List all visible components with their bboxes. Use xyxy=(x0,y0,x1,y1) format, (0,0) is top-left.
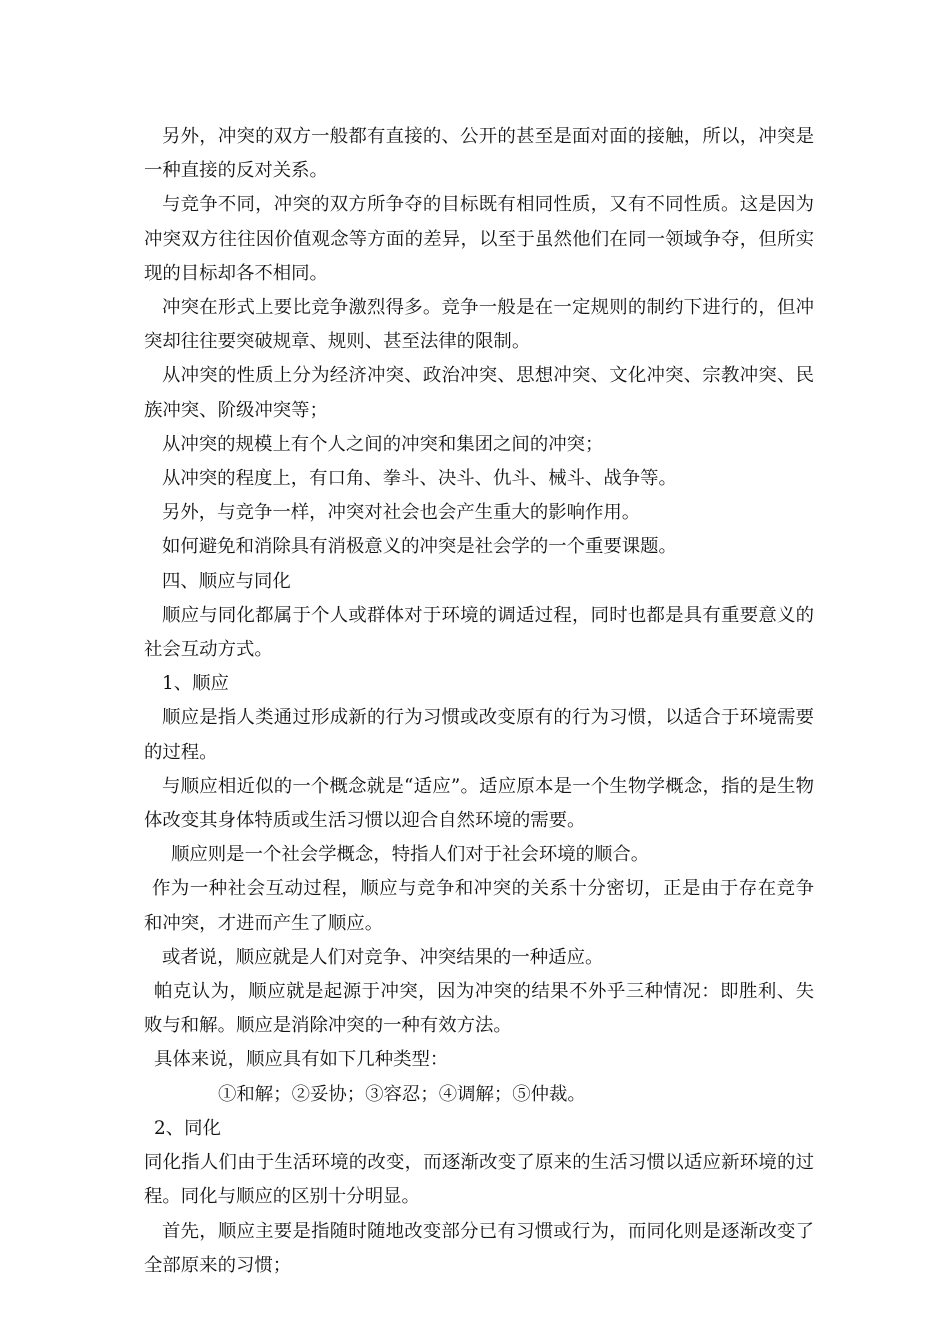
paragraph-adaptation-intro: 顺应与同化都属于个人或群体对于环境的调适过程，同时也都是具有重要意义的社会互动方式。 xyxy=(144,604,814,661)
paragraph-accommodation-definition: 顺应是指人类通过形成新的行为习惯或改变原有的行为习惯，以适合于环境需要的过程。 xyxy=(144,707,814,763)
paragraph-conflict-nature: 从冲突的性质上分为经济冲突、政治冲突、思想冲突、文化冲突、宗教冲突、民族冲突、阶级冲突等； xyxy=(144,365,814,421)
paragraph-assimilation-difference: 首先，顺应主要是指随时随地改变部分已有习惯或行为，而同化则是逐渐改变了全部原来的习惯； xyxy=(144,1220,814,1276)
paragraph-conflict-form: 冲突在形式上要比竞争激烈得多。竞争一般是在一定规则的制约下进行的，但冲突却往往要突破规章、规则、甚至法律的限制。 xyxy=(144,297,814,353)
paragraph-conflict-degree: 从冲突的程度上，有口角、拳斗、决斗、仇斗、械斗、战争等。 xyxy=(162,468,677,490)
document-body xyxy=(144,120,814,1283)
paragraph-adaptation-concept: 与顺应相近似的一个概念就是“适应”。适应原本是一个生物学概念，指的是生物体改变其身体特质或生活习惯以迎合自然环境的需要。 xyxy=(144,775,814,832)
paragraph-conflict-avoid: 如何避免和消除具有消极意义的冲突是社会学的一个重要课题。 xyxy=(162,536,677,558)
paragraph-conflict-goals: 与竞争不同，冲突的双方所争夺的目标既有相同性质，又有不同性质。这是因为冲突双方往往因价值观念等方面的差异，以至于虽然他们在同一领域争夺，但所实现的目标却各不相同。 xyxy=(144,194,814,284)
accommodation-types-list: ①和解；②妥协；③容忍；④调解；⑤仲裁。 xyxy=(218,1083,586,1105)
paragraph-accommodation-result: 或者说，顺应就是人们对竞争、冲突结果的一种适应。 xyxy=(162,946,604,968)
paragraph-conflict-impact: 另外，与竞争一样，冲突对社会也会产生重大的影响作用。 xyxy=(162,502,641,524)
section-heading-accommodation-assimilation: 四、顺应与同化 xyxy=(162,570,291,592)
paragraph-conflict-direct: 另外，冲突的双方一般都有直接的、公开的甚至是面对面的接触，所以，冲突是一种直接的反对关系。 xyxy=(144,126,814,182)
subsection-heading-assimilation: 2、同化 xyxy=(154,1117,221,1139)
paragraph-assimilation-definition: 同化指人们由于生活环境的改变，而逐渐改变了原来的生活习惯以适应新环境的过程。同化与顺应的区别十分明显。 xyxy=(144,1152,814,1208)
paragraph-park-view: 帕克认为，顺应就是起源于冲突，因为冲突的结果不外乎三种情况：即胜利、失败与和解。顺应是消除冲突的一种有效方法。 xyxy=(144,981,814,1037)
paragraph-conflict-scale: 从冲突的规模上有个人之间的冲突和集团之间的冲突； xyxy=(162,433,604,455)
subsection-heading-accommodation: 1、顺应 xyxy=(162,673,229,695)
paragraph-accommodation-relation: 作为一种社会互动过程，顺应与竞争和冲突的关系十分密切，正是由于存在竞争和冲突，才进而产生了顺应。 xyxy=(144,878,814,934)
paragraph-accommodation-types-intro: 具体来说，顺应具有如下几种类型： xyxy=(154,1049,449,1071)
paragraph-accommodation-sociology: 顺应则是一个社会学概念，特指人们对于社会环境的顺合。 xyxy=(171,844,650,866)
